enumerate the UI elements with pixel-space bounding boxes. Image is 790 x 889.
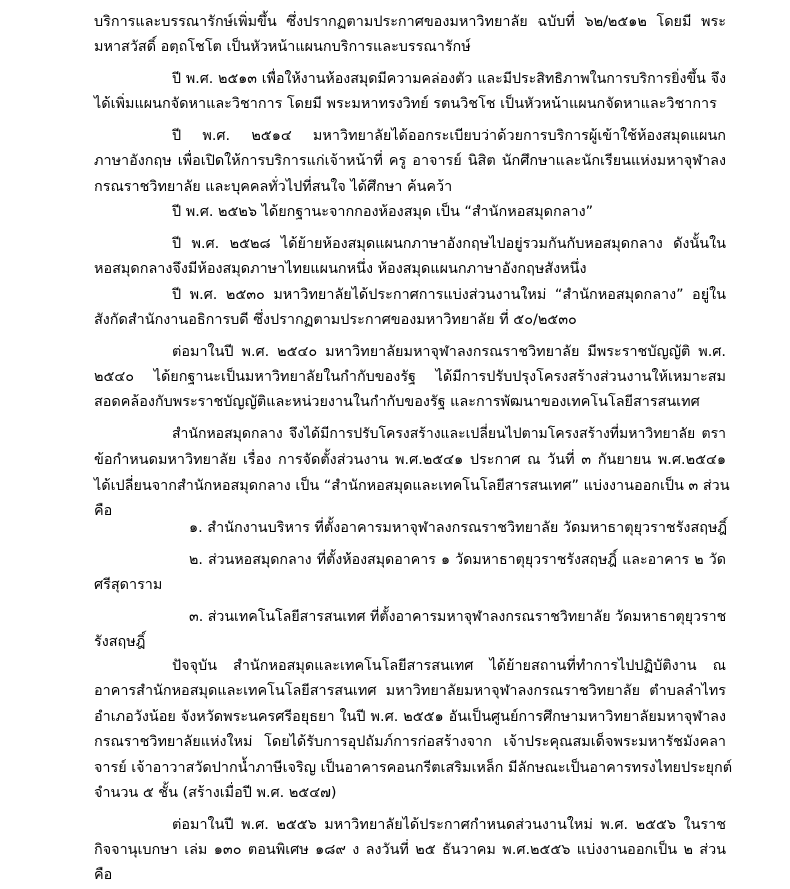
text-line: กิจจานุเบกษา เล่ม ๑๓๐ ตอนพิเศษ ๑๘๙ ง ลงวันที่ ๒๕ ธันวาคม พ.ศ.๒๕๕๖ แบ่งงานออกเป็น ๒ ส่วน — [94, 842, 726, 858]
text-line: สำนักหอสมุดกลาง จึงได้มีการปรับโครงสร้างและเปลี่ยนไปตามโครงสร้างที่มหาวิทยาลัย ตรา — [172, 426, 726, 442]
text-line: ปี พ.ศ. ๒๕๑๔ มหาวิทยาลัยได้ออกระเบียบว่าด้วยการบริการผู้เข้าใช้ห้องสมุดแผนก — [172, 128, 726, 144]
text-line: รังสฤษฎิ์ — [94, 634, 146, 650]
text-line: สอดคล้องกับพระราชบัญญัติและหน่วยงานในกำกับของรัฐ และการพัฒนาของเทคโนโลยีสารสนเทศ — [94, 394, 700, 410]
text-line: สังกัดสำนักงานอธิการบดี ซึ่งปรากฏตามประกาศของมหาวิทยาลัย ที่ ๕๐/๒๕๓๐ — [94, 312, 577, 328]
text-line: ได้เปลี่ยนจากสำนักหอสมุดกลาง เป็น “สำนักหอสมุดและเทคโนโลยีสารสนเทศ” แบ่งงานออกเป็น ๓ ส่วน — [94, 478, 730, 494]
text-line: ได้เพิ่มแผนกจัดหาและวิชาการ โดยมี พระมหาทรงวิทย์ รตนวิชโช เป็นหัวหน้าแผนกจัดหาและวิชาการ — [94, 96, 717, 112]
text-line: ศรีสุดาราม — [94, 577, 163, 593]
text-line: คือ — [94, 867, 113, 883]
text-line: กรณราชวิทยาลัย และบุคคลทั่วไปที่สนใจ ได้ศึกษา ค้นคว้า — [94, 179, 453, 195]
text-line: ปี พ.ศ. ๒๕๑๓ เพื่อให้งานห้องสมุดมีความคล่องตัว และมีประสิทธิภาพในการบริการยิ่งขึ้น จึง — [172, 71, 726, 87]
text-line: หอสมุดกลางจึงมีห้องสมุดภาษาไทยแผนกหนึ่ง ห้องสมุดแผนกภาษาอังกฤษสังหนึ่ง — [94, 261, 587, 277]
text-line: ปี พ.ศ. ๒๕๓๐ มหาวิทยาลัยได้ประกาศการแบ่งส่วนงานใหม่ “สำนักหอสมุดกลาง” อยู่ใน — [172, 287, 726, 303]
text-line: กรณราชวิทยาลัยแห่งใหม่ โดยได้รับการอุปถัมภ์การก่อสร้างจาก เจ้าประคุณสมเด็จพระมหารัชมังคลา — [94, 734, 726, 750]
text-line: ปัจจุบัน สำนักหอสมุดและเทคโนโลยีสารสนเทศ ได้ย้ายสถานที่ทำการไปปฏิบัติงาน ณ — [172, 658, 726, 674]
text-line: อำเภอวังน้อย จังหวัดพระนครศรีอยุธยา ในปี พ.ศ. ๒๕๕๑ อันเป็นศูนย์การศึกษามหาวิทยาลัยมหาจุฬาลง — [94, 709, 726, 725]
text-line: จารย์ เจ้าอาวาสวัดปากน้ำภาษีเจริญ เป็นอาคารคอนกรีตเสริมเหล็ก มีลักษณะเป็นอาคารทรงไทยประยุกต์ — [94, 760, 733, 776]
text-line: ต่อมาในปี พ.ศ. ๒๕๕๖ มหาวิทยาลัยได้ประกาศกำหนดส่วนงานใหม่ พ.ศ. ๒๕๕๖ ในราช — [172, 817, 726, 833]
list-item: ๓. ส่วนเทคโนโลยีสารสนเทศ ที่ตั้งอาคารมหาจุฬาลงกรณราชวิทยาลัย วัดมหาธาตุยุวราช — [189, 609, 727, 625]
list-item: ๒. ส่วนหอสมุดกลาง ที่ตั้งห้องสมุดอาคาร ๑ วัดมหาธาตุยุวราชรังสฤษฎิ์ และอาคาร ๒ วัด — [189, 552, 726, 568]
text-line: บริการและบรรณารักษ์เพิ่มขึ้น ซึ่งปรากฏตามประกาศของมหาวิทยาลัย ฉบับที่ ๖๒/๒๕๑๒ โดยมี พระ — [94, 14, 726, 30]
text-line: ปี พ.ศ. ๒๕๒๖ ได้ยกฐานะจากกองห้องสมุด เป็น “สำนักหอสมุดกลาง” — [172, 204, 594, 220]
text-line: ต่อมาในปี พ.ศ. ๒๕๔๐ มหาวิทยาลัยมหาจุฬาลงกรณราชวิทยาลัย มีพระราชบัญญัติ พ.ศ. — [172, 344, 726, 360]
text-line: ภาษาอังกฤษ เพื่อเปิดให้การบริการแก่เจ้าหน้าที่ ครู อาจารย์ นิสิต นักศึกษาและนักเรียนแห่งมหาจุฬาลง — [94, 153, 726, 169]
text-line: ๒๕๔๐ ได้ยกฐานะเป็นมหาวิทยาลัยในกำกับของรัฐ ได้มีการปรับปรุงโครงสร้างส่วนงานให้เหมาะสม — [94, 369, 726, 385]
text-line: ปี พ.ศ. ๒๕๒๘ ได้ย้ายห้องสมุดแผนกภาษาอังกฤษไปอยู่รวมกันกับหอสมุดกลาง ดังนั้นใน — [172, 236, 726, 252]
text-line: คือ — [94, 503, 113, 519]
list-item: ๑. สำนักงานบริหาร ที่ตั้งอาคารมหาจุฬาลงกรณราชวิทยาลัย วัดมหาธาตุยุวราชรังสฤษฎิ์ — [189, 520, 728, 536]
text-line: อาคารสำนักหอสมุดและเทคโนโลยีสารสนเทศ มหาวิทยาลัยมหาจุฬาลงกรณราชวิทยาลัย ตำบลลำไทร — [94, 683, 726, 699]
text-line: มหาสวัสดิ์ อตฺถโชโต เป็นหัวหน้าแผนกบริการและบรรณารักษ์ — [94, 39, 471, 55]
text-line: ข้อกำหนดมหาวิทยาลัย เรื่อง การจัดตั้งส่วนงาน พ.ศ.๒๕๔๑ ประกาศ ณ วันที่ ๓ กันยายน พ.ศ.๒๕๔๑ — [94, 452, 726, 468]
text-line: จำนวน ๕ ชั้น (สร้างเมื่อปี พ.ศ. ๒๕๔๗) — [94, 785, 337, 801]
